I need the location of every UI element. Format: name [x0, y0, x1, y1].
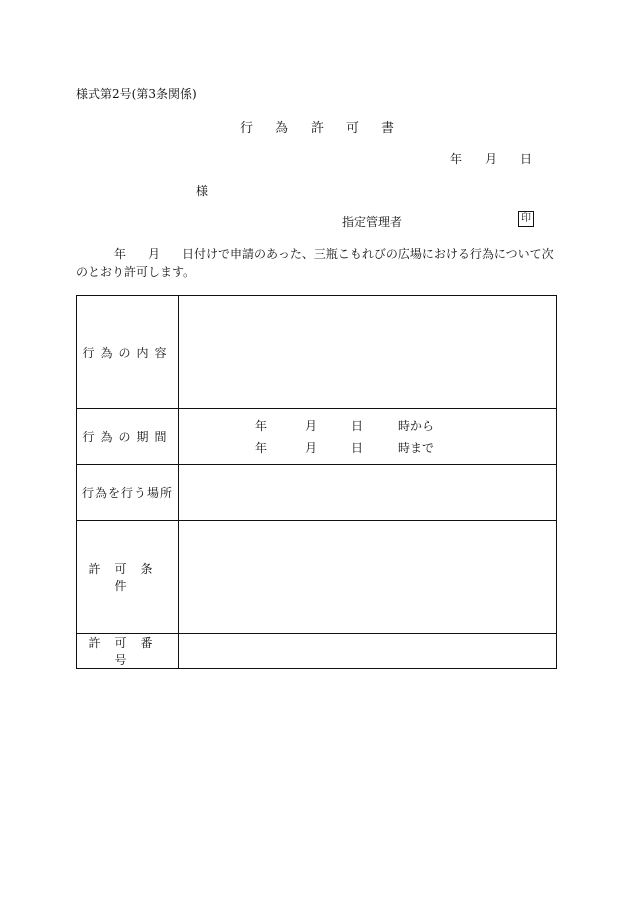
- date-month: 月: [485, 152, 498, 166]
- table-row: [77, 465, 557, 521]
- period-to: [179, 437, 556, 459]
- label-activity-content: [77, 296, 179, 409]
- from-day: 日: [351, 419, 364, 433]
- seal-mark: 印: [518, 211, 534, 227]
- issuer-label: 指定管理者: [342, 215, 403, 229]
- permit-conditions-field[interactable]: [179, 521, 557, 634]
- addressee-suffix: 様: [196, 184, 209, 198]
- body-text: 日付けで申請のあった、三瓶こもれびの広場における行為について次のとおり許可します。: [76, 247, 554, 279]
- date-year: 年: [450, 152, 463, 166]
- from-year: 年: [255, 419, 268, 433]
- label-text: 許可条件: [88, 562, 167, 593]
- title-char: 為: [275, 121, 289, 136]
- label-text: 行為の期間: [82, 430, 173, 444]
- title-char: 可: [346, 121, 360, 136]
- title-char: 許: [311, 121, 325, 136]
- permission-statement: [76, 245, 560, 281]
- from-suffix: 時から: [398, 419, 435, 433]
- date-day: 日: [520, 152, 533, 166]
- title-char: 行: [240, 121, 254, 136]
- to-month: 月: [305, 441, 318, 455]
- table-row: [77, 521, 557, 634]
- table-row: [77, 296, 557, 409]
- label-text: 行為の内容: [82, 345, 173, 360]
- activity-content-field[interactable]: [179, 296, 557, 409]
- table-row: [77, 634, 557, 669]
- body-month: 月: [148, 247, 161, 261]
- label-permit-number: [77, 634, 179, 669]
- table-row: [77, 409, 557, 465]
- body-year: 年: [114, 247, 127, 261]
- permit-number-field[interactable]: [179, 634, 557, 669]
- activity-period-field[interactable]: [179, 409, 557, 465]
- form-number: 様式第2号(第3条関係): [76, 87, 197, 101]
- label-text: 許可番号: [88, 636, 167, 667]
- from-month: 月: [305, 419, 318, 433]
- permit-table: [76, 295, 557, 669]
- activity-location-field[interactable]: [179, 465, 557, 521]
- label-permit-conditions: [77, 521, 179, 634]
- to-suffix: 時まで: [398, 441, 435, 455]
- label-activity-location: [77, 465, 179, 521]
- label-activity-period: [77, 409, 179, 465]
- label-text: 行為を行う場所: [81, 486, 173, 500]
- to-day: 日: [351, 441, 364, 455]
- period-from: [179, 415, 556, 437]
- to-year: 年: [255, 441, 268, 455]
- title-char: 書: [381, 121, 395, 136]
